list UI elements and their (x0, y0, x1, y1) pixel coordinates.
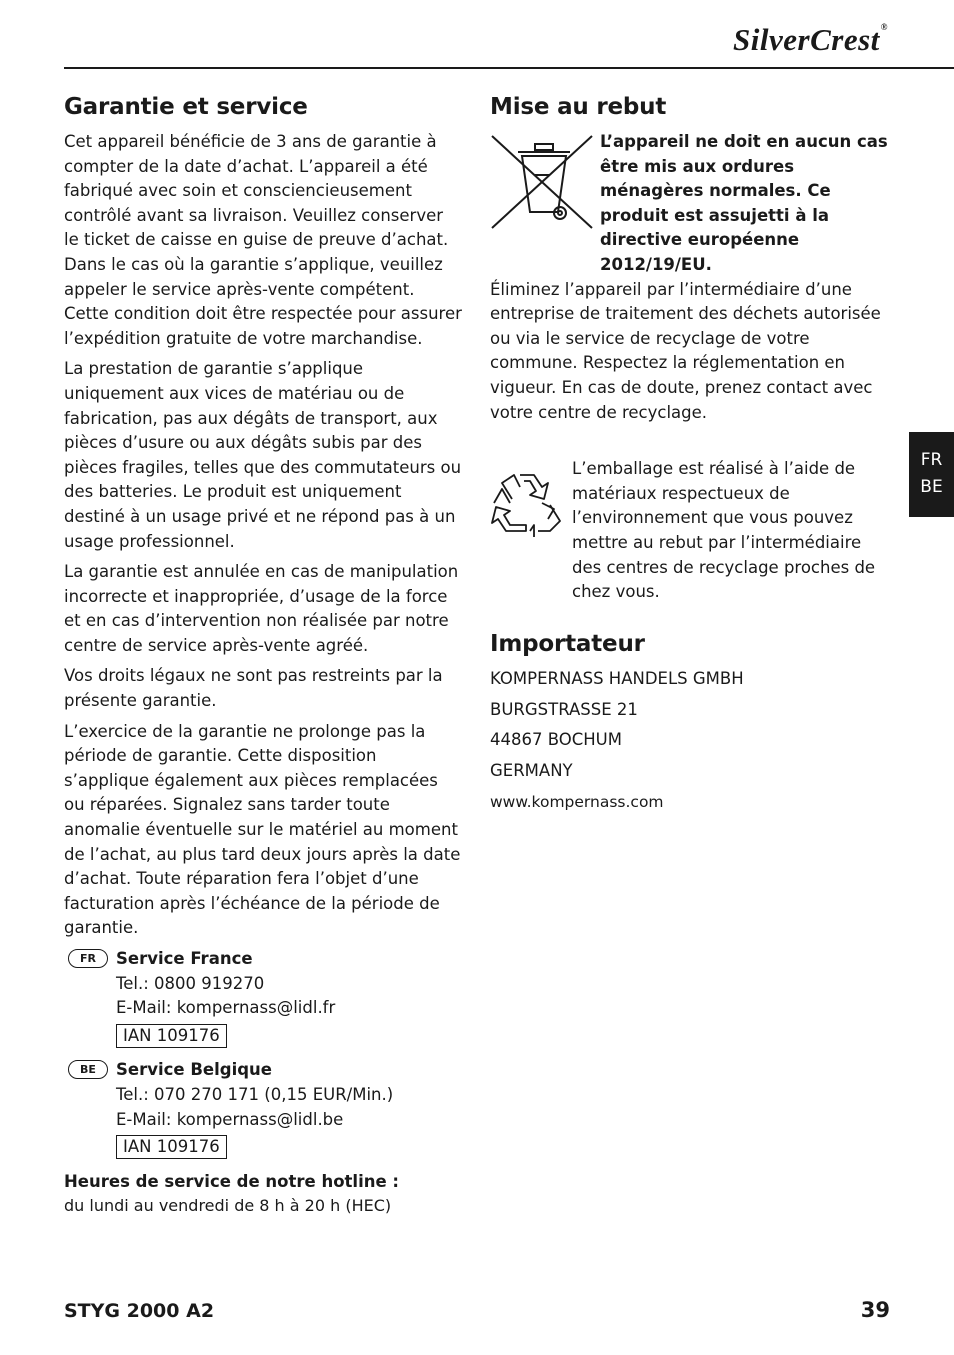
warranty-paragraph: L’exercice de la garantie ne prolonge pas la période de garantie. Cette disposition s’applique également aux pièces remplacées ou réparées. Signalez sans tarder toute anomalie éventuelle sur le matériel au moment de l’achat, au plus tard deux jours après la date d’achat. Toute réparation fera l’objet d’une facturation après l’échéance de la période de garantie. (64, 721, 461, 938)
language-tab-be: BE (920, 477, 943, 497)
service-france (64, 947, 462, 1048)
importer-line: GERMANY (490, 761, 573, 781)
country-badge-fr: FR (68, 949, 108, 968)
service-name: Service Belgique (116, 1060, 272, 1080)
importer-address (490, 667, 890, 815)
service-email: E-Mail: kompernass@lidl.be (116, 1109, 344, 1129)
warranty-paragraph: La garantie est annulée en cas de manipulation incorrecte et inappropriée, d’usage de la force et en cas d’intervention non réalisée par notre centre de service après-vente agréé. (64, 562, 459, 655)
weee-warning (490, 130, 890, 278)
hours-title: Heures de service de notre hotline : (64, 1171, 400, 1191)
warranty-column (64, 92, 462, 1219)
ian-box: IAN 109176 (116, 1024, 227, 1048)
recycle-icon (490, 469, 564, 537)
weee-warning-text: L’appareil ne doit en aucun cas être mis aux ordures ménagères normales. Ce produit est assujetti à la directive européenne 2012/19/EU. (600, 132, 888, 274)
ian-box: IAN 109176 (116, 1135, 227, 1159)
page-number: 39 (860, 1298, 890, 1322)
packaging-recycling (490, 457, 890, 605)
header-rule (64, 67, 954, 69)
importer-line: KOMPERNASS HANDELS GMBH (490, 668, 744, 688)
hours-text: du lundi au vendredi de 8 h à 20 h (HEC) (64, 1196, 392, 1216)
disposal-text: Éliminez l’appareil par l’intermédiaire d’une entreprise de traitement des déchets autorisée ou via le service de recyclage de votre commune. Respectez la réglementation en vigueur. En cas de doute, prenez contact avec votre centre de recyclage. (490, 279, 881, 422)
importer-website: www.kompernass.com (490, 793, 664, 812)
service-email: E-Mail: kompernass@lidl.fr (116, 998, 336, 1018)
crossed-bin-icon (490, 130, 594, 230)
language-tab (909, 432, 954, 517)
footer-model: STYG 2000 A2 (64, 1300, 215, 1322)
packaging-text: L’emballage est réalisé à l’aide de matériaux respectueux de l’environnement que vous pouvez mettre au rebut par l’intermédiaire des centres de recyclage proches de chez vous. (572, 459, 876, 602)
language-tab-fr: FR (920, 450, 943, 470)
warranty-paragraph: Cet appareil bénéficie de 3 ans de garantie à compter de la date d’achat. L’appareil a été fabriqué avec soin et consciencieusement contrôlé avant sa livraison. Veuillez conserver le ticket de caisse en guise de preuve d’achat. Dans le cas où la garantie s’applique, veuillez appeler le service après-vente compétent. Cette condition doit être respectée pour assurer l’expédition gratuite de votre marchandise. (64, 132, 462, 348)
disposal-column (490, 92, 890, 821)
warranty-paragraph: La prestation de garantie s’applique uniquement aux vices de matériau ou de fabrication, pas aux dégâts de transport, aux pièces d’usure ou aux dégâts subis par des pièces fragiles, telles que des commutateurs ou des batteries. Le produit est uniquement destiné à un usage privé et ne répond pas à un usage professionnel. (64, 359, 462, 551)
service-name: Service France (116, 949, 253, 968)
warranty-title: Garantie et service (64, 94, 308, 120)
service-tel: Tel.: 070 270 171 (0,15 EUR/Min.) (116, 1084, 394, 1104)
country-badge-be: BE (68, 1060, 108, 1079)
importer-title: Importateur (490, 630, 645, 657)
service-belgique (64, 1058, 462, 1159)
disposal-title: Mise au rebut (490, 94, 667, 120)
service-tel: Tel.: 0800 919270 (116, 973, 265, 993)
importer-line: 44867 BOCHUM (490, 730, 622, 750)
brand-logo: SilverCrest® (733, 22, 888, 57)
warranty-paragraph: Vos droits légaux ne sont pas restreints par la présente garantie. (64, 666, 443, 711)
importer-line: BURGSTRASSE 21 (490, 699, 638, 719)
